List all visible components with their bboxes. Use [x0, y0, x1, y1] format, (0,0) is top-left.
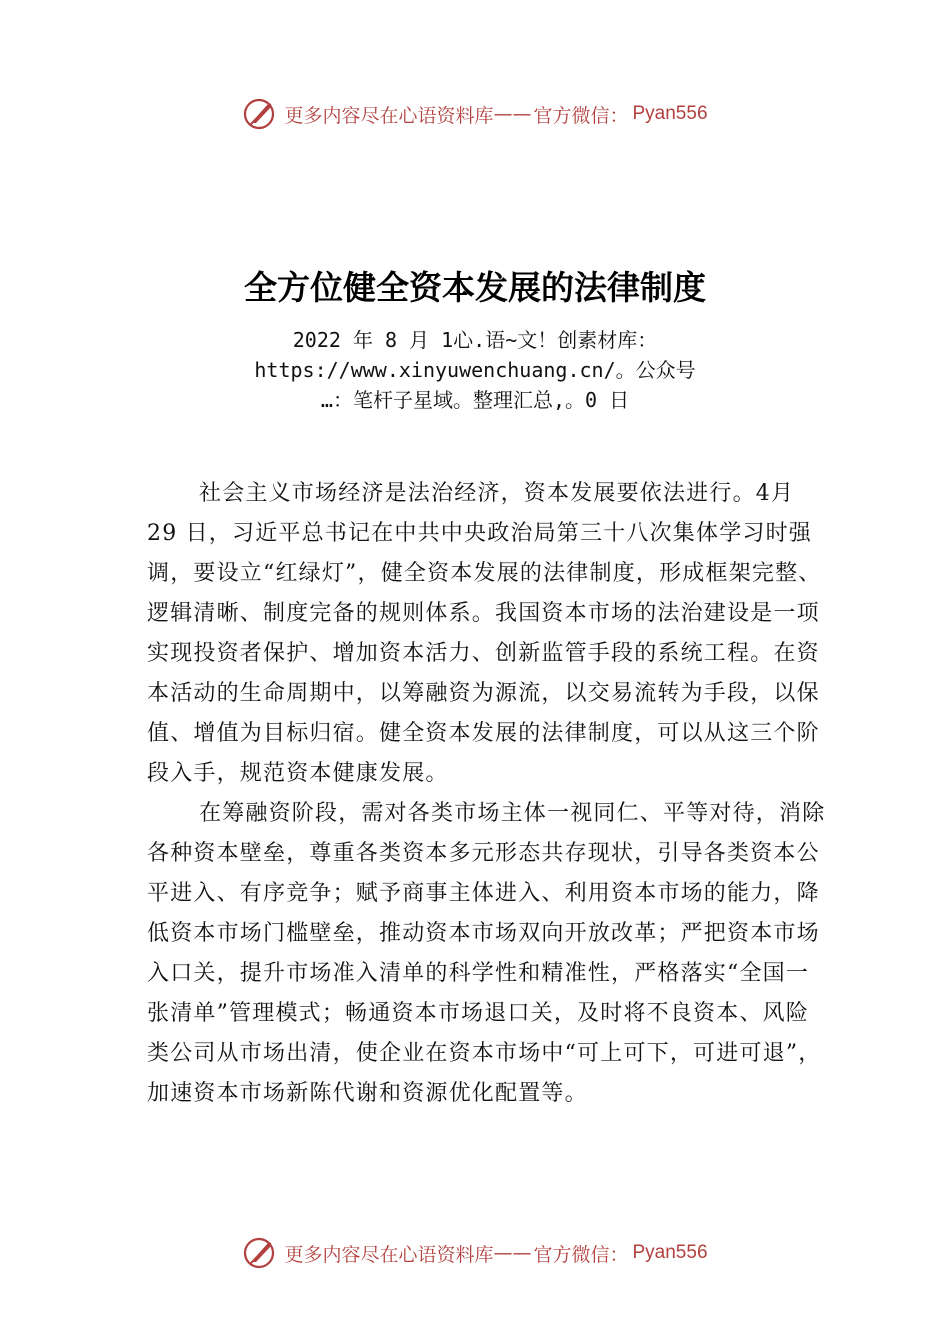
- wechat-id: Pyan556: [632, 1242, 708, 1263]
- quill-logo-icon: [242, 1235, 278, 1271]
- meta-line: …：笔杆子星域。整理汇总,。0 日: [320, 388, 630, 412]
- paragraph: 在筹融资阶段，需对各类市场主体一视同仁、平等对待，消除各种资本壁垒，尊重各类资本多元形态共存现状，引导各类资本公平进入、有序竞争；赋予商事主体进入、利用资本市场的能力，降低资本市场门槛壁垒，推动资本市场双向开放改革；严把资本市场入口关，提升市场准入清单的科学性和精准性，严格落实“全国一张清单”管理模式；畅通资本市场退口关，及时将不良资本、风险类公司从市场出清，使企业在资本市场中“可上可下，可进可退”，加速资本市场新陈代谢和资源优化配置等。: [147, 801, 826, 1106]
- article-body: [147, 474, 827, 1114]
- wechat-label: 官方微信：: [533, 104, 629, 127]
- banner-dash: ——: [493, 103, 532, 125]
- footer-banner: [0, 1233, 950, 1273]
- meta-line: 2022 年 8 月 1心.语~文！创素材库：: [292, 328, 658, 352]
- banner-text: 更多内容尽在心语资料库: [284, 104, 494, 127]
- page-title: 全方位健全资本发展的法律制度: [244, 268, 706, 307]
- wechat-id: Pyan556: [632, 103, 708, 124]
- header-banner: [0, 94, 950, 134]
- wechat-label: 官方微信：: [533, 1243, 629, 1266]
- banner-text: 更多内容尽在心语资料库: [284, 1243, 494, 1266]
- banner-dash: ——: [493, 1242, 532, 1264]
- paragraph: 社会主义市场经济是法治经济，资本发展要依法进行。4月 29 日，习近平总书记在中共中央政治局第三十八次集体学习时强调，要设立“红绿灯”，健全资本发展的法律制度，形成框架完整、逻辑清晰、制度完备的规则体系。我国资本市场的法治建设是一项实现投资者保护、增加资本活力、创新监管手段的系统工程。在资本活动的生命周期中，以筹融资为源流，以交易流转为手段，以保值、增值为目标归宿。健全资本发展的法律制度，可以从这三个阶段入手，规范资本健康发展。: [147, 481, 822, 786]
- quill-logo-icon: [242, 96, 278, 132]
- document-meta: [0, 325, 950, 415]
- meta-line: https://www.xinyuwenchuang.cn/。公众号: [254, 358, 696, 382]
